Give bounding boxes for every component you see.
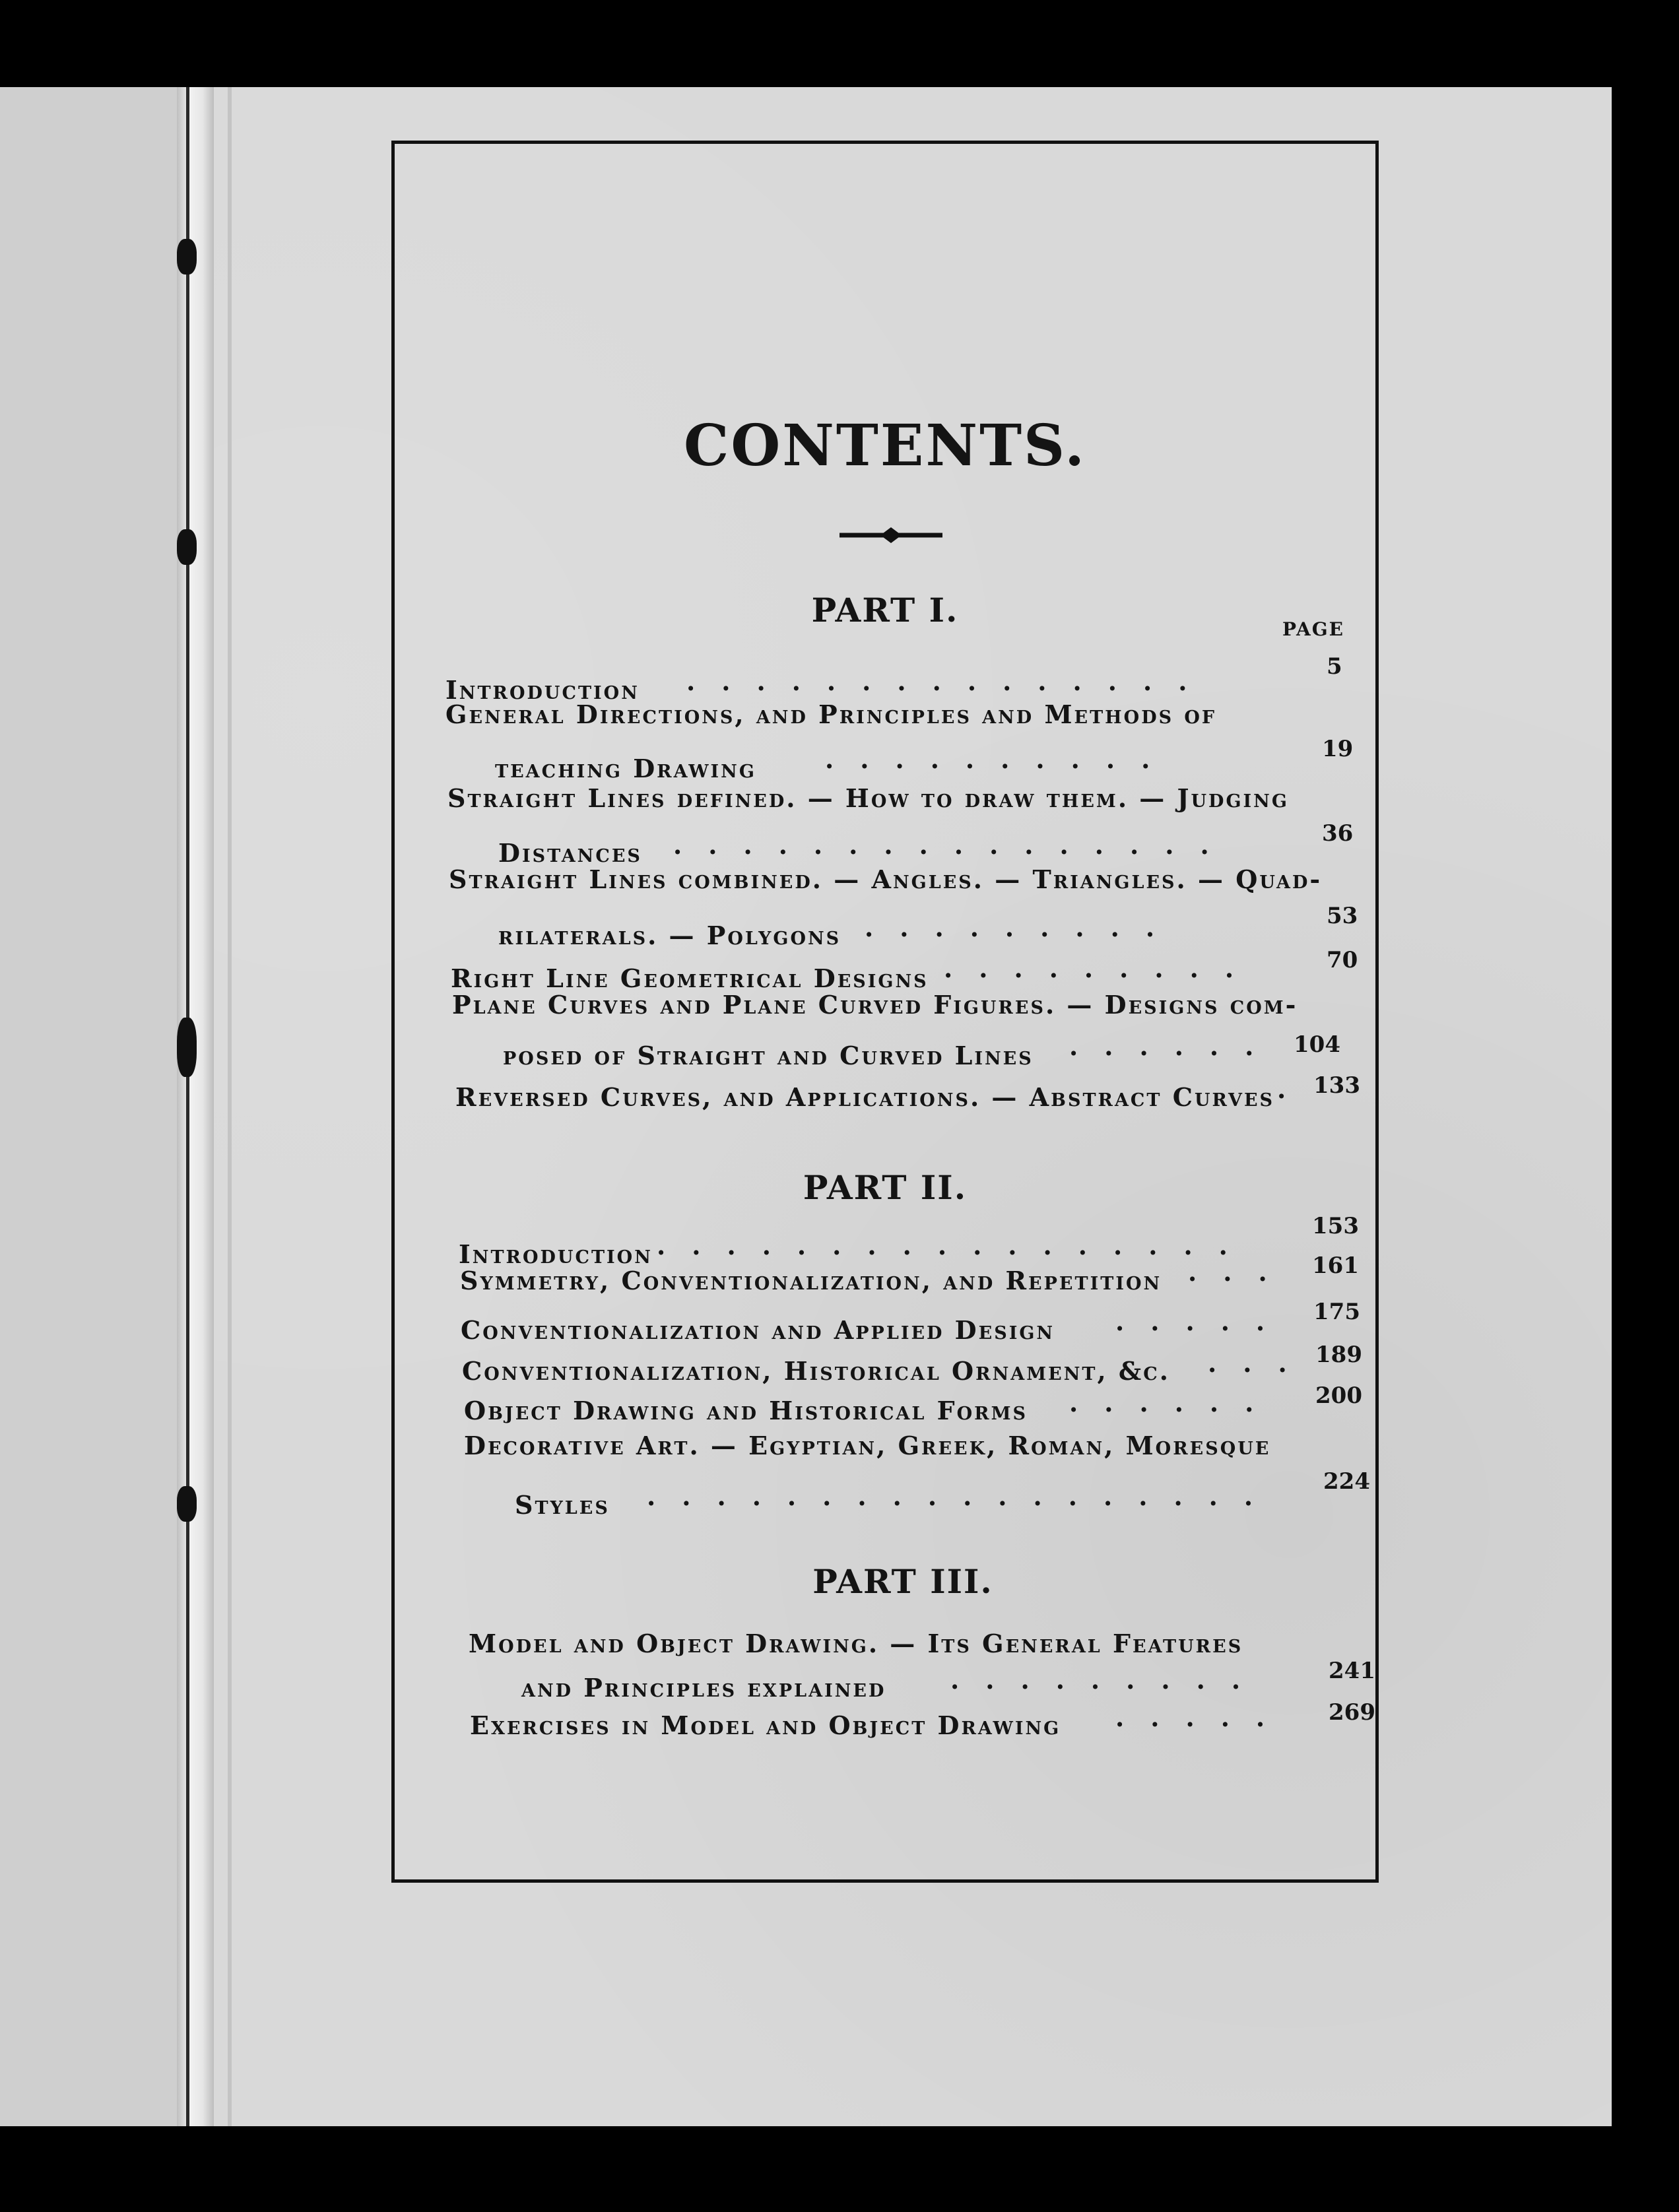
leader-dots: ......... <box>944 954 1261 983</box>
page-number: 70 <box>1327 947 1358 973</box>
leader-dots: ................ <box>673 830 1235 860</box>
toc-entry: Introduction <box>459 1239 653 1269</box>
part-heading: PART I. <box>811 591 959 630</box>
page-number: 5 <box>1327 653 1342 680</box>
binding-stitch <box>177 1018 197 1077</box>
page-number: 153 <box>1312 1213 1359 1239</box>
page-number: 19 <box>1322 736 1354 762</box>
page-number: 241 <box>1329 1658 1375 1684</box>
leader-dots: ...... <box>1069 1031 1280 1061</box>
leader-dots: ...... <box>1069 1388 1280 1417</box>
toc-entry: Model and Object Drawing. — Its General Features <box>469 1629 1243 1658</box>
toc-entry: Symmetry, Conventionalization, and Repetition <box>460 1266 1162 1295</box>
page-number: 175 <box>1313 1299 1360 1325</box>
page-number: 53 <box>1327 903 1358 929</box>
toc-entry: Object Drawing and Historical Forms <box>464 1396 1028 1425</box>
toc-entry-continuation: posed of Straight and Curved Lines <box>503 1041 1034 1070</box>
gutter-shadow-line <box>186 87 189 2126</box>
facing-page-edge <box>0 87 177 2126</box>
page-number: 36 <box>1322 820 1354 847</box>
leader-dots: ......... <box>950 1665 1267 1695</box>
page-number: 189 <box>1315 1342 1362 1368</box>
toc-entry: Straight Lines combined. — Angles. — Triangles. — Quad- <box>449 864 1323 894</box>
toc-entry-continuation: Styles <box>515 1490 610 1520</box>
page-number: 161 <box>1312 1252 1359 1279</box>
leader-dots: ..... <box>1115 1307 1292 1336</box>
leader-dots: ... <box>1208 1348 1313 1378</box>
leader-dots: .................. <box>647 1481 1280 1511</box>
page-number: 269 <box>1329 1699 1375 1726</box>
binding-stitch <box>177 1486 197 1522</box>
leader-dots: ... <box>1188 1257 1294 1287</box>
leader-dots: ..... <box>1115 1703 1292 1732</box>
page-number: 104 <box>1294 1031 1340 1058</box>
page-edge <box>228 87 232 2126</box>
page-number: 200 <box>1315 1382 1362 1409</box>
book-gutter <box>177 87 214 2126</box>
toc-entry: Introduction <box>445 675 640 705</box>
part-heading: PART III. <box>812 1562 993 1601</box>
binding-stitch <box>177 239 197 275</box>
toc-entry-continuation: and Principles explained <box>521 1673 886 1703</box>
toc-entry: Reversed Curves, and Applications. — Abstract Curves <box>455 1082 1275 1112</box>
page-number: 133 <box>1313 1072 1360 1099</box>
toc-entry-continuation: rilaterals. — Polygons <box>498 921 841 950</box>
toc-entry-continuation: teaching Drawing <box>495 754 756 783</box>
toc-entry: General Directions, and Principles and Methods of <box>445 699 1217 729</box>
binding-stitch <box>177 529 197 565</box>
toc-entry: Plane Curves and Plane Curved Figures. — Designs com- <box>452 990 1298 1020</box>
toc-entry: Conventionalization and Applied Design <box>461 1315 1055 1345</box>
page-title: CONTENTS. <box>683 412 1087 479</box>
leader-dots: .......... <box>825 744 1177 774</box>
leader-dots: ......... <box>865 913 1181 942</box>
toc-entry: Decorative Art. — Egyptian, Greek, Roman, Moresque <box>464 1431 1271 1460</box>
toc-entry-continuation: Distances <box>498 838 642 868</box>
ornament-rule-icon <box>838 525 944 545</box>
toc-entry: Exercises in Model and Object Drawing <box>470 1710 1061 1740</box>
page-number: 224 <box>1323 1468 1370 1495</box>
page-column-label: PAGE <box>1282 618 1344 640</box>
toc-entry: Right Line Geometrical Designs <box>451 963 929 993</box>
leader-dots: ................. <box>657 1231 1254 1260</box>
toc-entry: Conventionalization, Historical Ornament, &c. <box>462 1356 1170 1386</box>
part-heading: PART II. <box>803 1168 968 1207</box>
toc-entry: Straight Lines defined. — How to draw them. — Judging <box>447 783 1289 813</box>
leader-dots: ............... <box>686 667 1214 696</box>
leader-dots: . <box>1277 1074 1313 1104</box>
